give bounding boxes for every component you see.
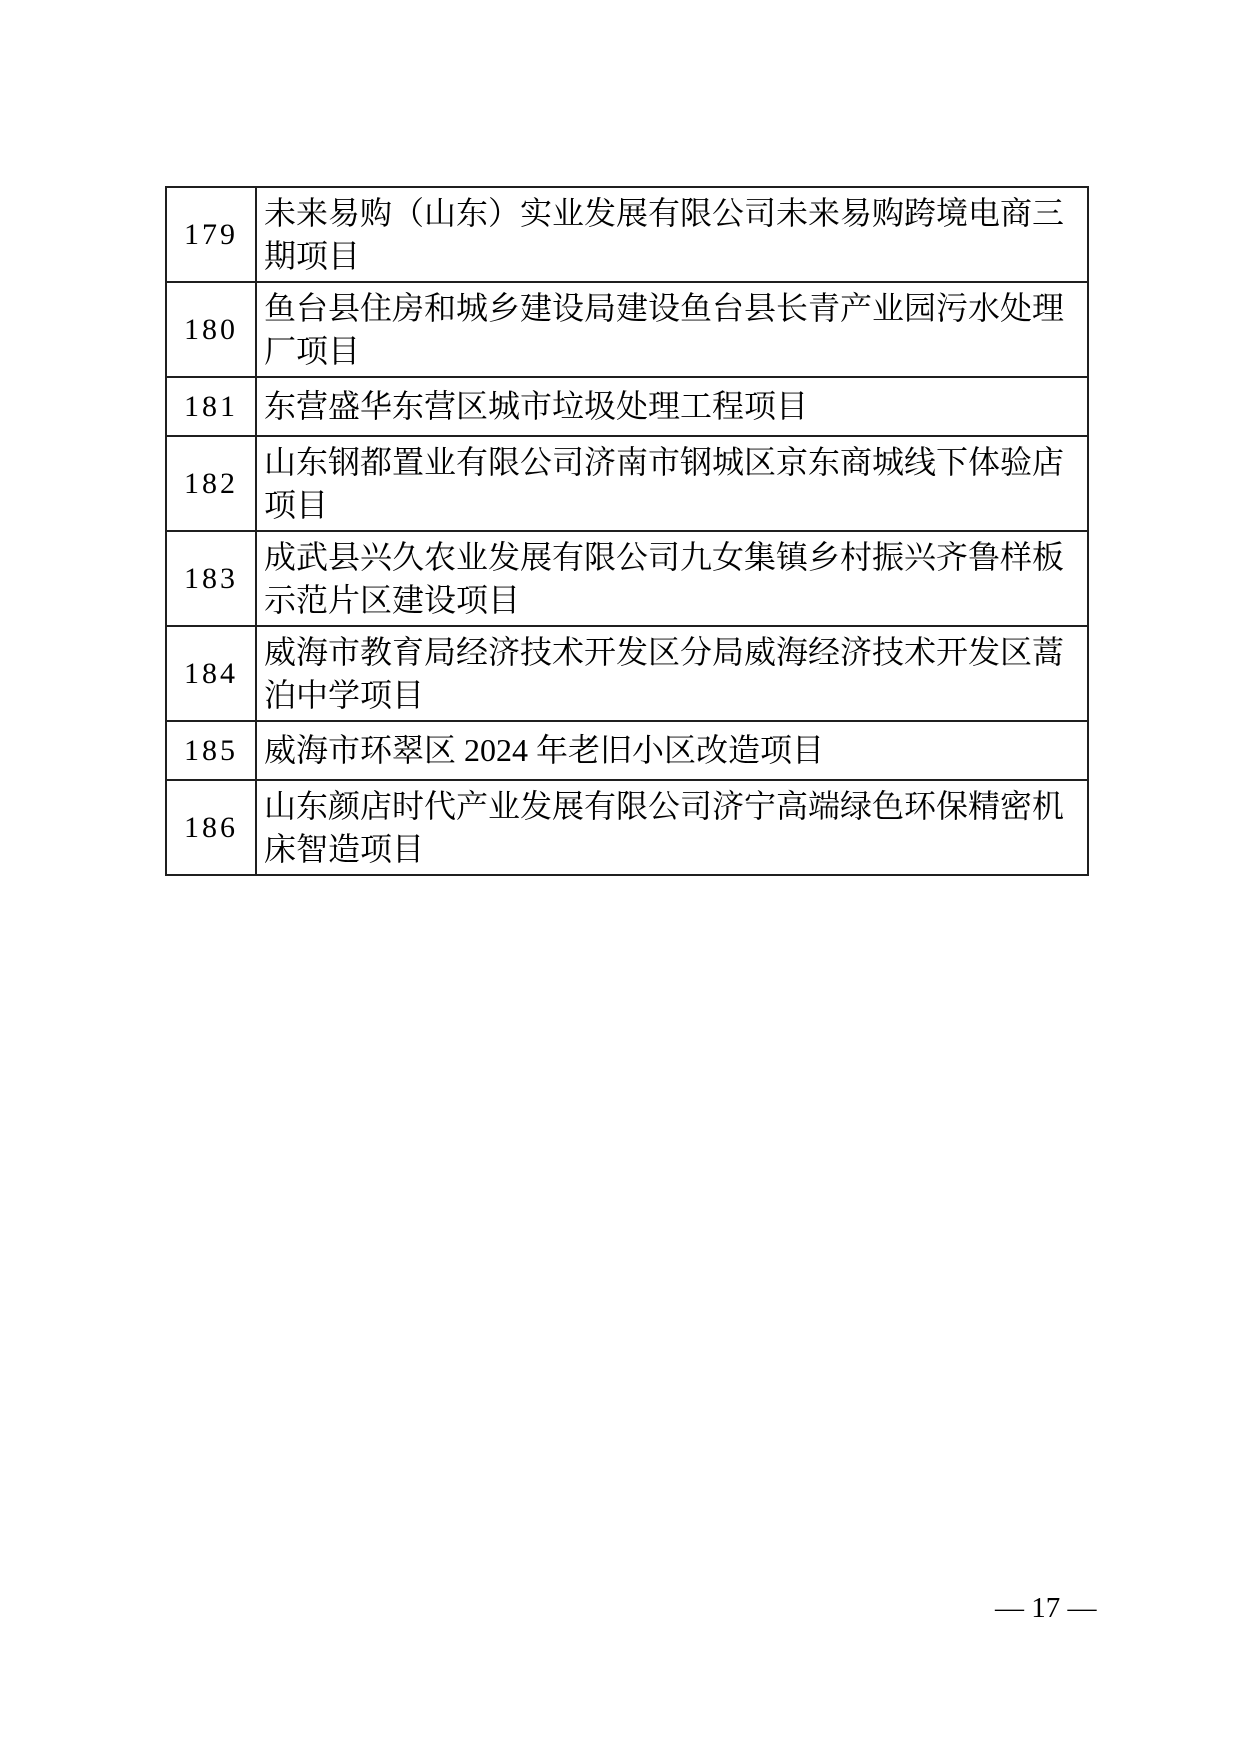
project-table-body	[166, 187, 1088, 875]
project-name: 山东钢都置业有限公司济南市钢城区京东商城线下体验店 项目	[256, 436, 1088, 531]
table-row	[166, 282, 1088, 377]
row-number: 186	[166, 780, 256, 875]
row-number: 180	[166, 282, 256, 377]
table-row	[166, 377, 1088, 436]
row-number: 182	[166, 436, 256, 531]
project-name: 成武县兴久农业发展有限公司九女集镇乡村振兴齐鲁样板 示范片区建设项目	[256, 531, 1088, 626]
table-row	[166, 780, 1088, 875]
project-name: 山东颜店时代产业发展有限公司济宁高端绿色环保精密机 床智造项目	[256, 780, 1088, 875]
table-row	[166, 436, 1088, 531]
row-number: 183	[166, 531, 256, 626]
project-name: 威海市教育局经济技术开发区分局威海经济技术开发区蒿 泊中学项目	[256, 626, 1088, 721]
project-table	[165, 186, 1089, 876]
table-row	[166, 531, 1088, 626]
project-name: 威海市环翠区 2024 年老旧小区改造项目	[256, 721, 1088, 780]
row-number: 179	[166, 187, 256, 282]
table-row	[166, 721, 1088, 780]
project-name: 鱼台县住房和城乡建设局建设鱼台县长青产业园污水处理 厂项目	[256, 282, 1088, 377]
page-number: — 17 —	[995, 1592, 1097, 1624]
row-number: 184	[166, 626, 256, 721]
table-row	[166, 626, 1088, 721]
row-number: 181	[166, 377, 256, 436]
row-number: 185	[166, 721, 256, 780]
project-name: 东营盛华东营区城市垃圾处理工程项目	[256, 377, 1088, 436]
table-row	[166, 187, 1088, 282]
project-name: 未来易购（山东）实业发展有限公司未来易购跨境电商三 期项目	[256, 187, 1088, 282]
